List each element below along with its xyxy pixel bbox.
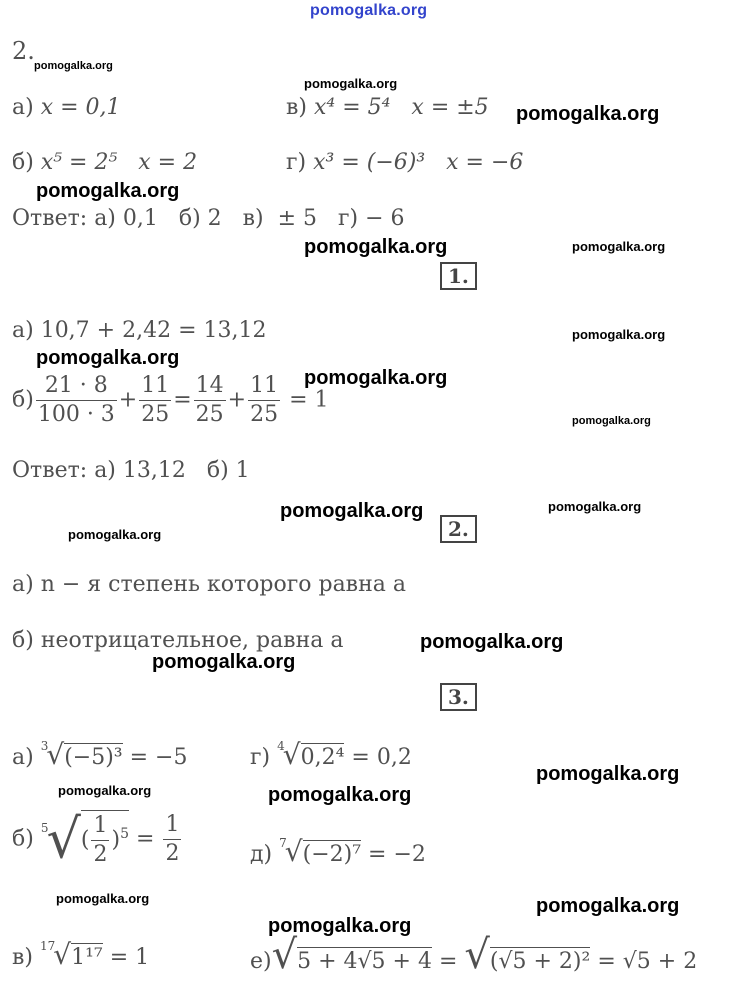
numerator: 14 [194, 372, 226, 401]
watermark: pomogalka.org [536, 895, 680, 917]
watermark: pomogalka.org [572, 239, 666, 254]
radicand: (−5)³ [64, 745, 123, 770]
radical-icon: √ [53, 938, 72, 971]
watermark: pomogalka.org [304, 367, 448, 389]
root-index: 5 [40, 820, 49, 835]
label: д) [250, 842, 273, 867]
eq-4b [12, 807, 183, 871]
watermark: pomogalka.org [548, 499, 642, 514]
eq-4a [12, 738, 188, 773]
denominator: 2 [93, 842, 108, 867]
text-3b: б) неотрицательное, равна a [12, 628, 344, 653]
text-3a: а) n − я степень которого равна a [12, 572, 406, 597]
numerator: 21 · 8 [36, 372, 117, 401]
result: = −2 [368, 842, 426, 867]
label: б) [12, 150, 34, 175]
box-label-1: 1. [440, 262, 477, 290]
radicand: (√5 + 2)² [489, 949, 591, 974]
box-label-2: 2. [440, 515, 477, 543]
watermark: pomogalka.org [34, 60, 113, 72]
watermark: pomogalka.org [304, 236, 448, 258]
denominator: 100 · 3 [37, 402, 115, 427]
box-label-3: 3. [440, 683, 477, 711]
eq-4d [250, 835, 426, 870]
fraction [139, 372, 171, 429]
fraction [163, 811, 181, 868]
radicand: 0,2⁴ [300, 745, 345, 770]
solution: x = −6 [446, 150, 524, 175]
watermark: pomogalka.org [304, 76, 398, 91]
result: = −5 [129, 745, 188, 770]
equals-sign: = [136, 826, 155, 852]
eq-1a [12, 95, 121, 121]
eq-1v [286, 95, 489, 121]
label: б) [12, 387, 34, 413]
watermark: pomogalka.org [420, 631, 564, 653]
solution: x = 2 [138, 150, 198, 175]
eq-4g [250, 738, 412, 773]
label: г) [250, 745, 271, 770]
fraction [194, 372, 226, 429]
label: е) [250, 949, 272, 974]
watermark: pomogalka.org [572, 415, 651, 427]
equals-sign: = [173, 387, 192, 413]
radical-icon: √ [464, 932, 490, 978]
watermark: pomogalka.org [36, 180, 180, 202]
result: = √5 + 2 [597, 949, 698, 974]
label: в) [12, 945, 33, 970]
radical-icon: √ [46, 807, 81, 871]
watermark: pomogalka.org [68, 527, 162, 542]
radical-icon: √ [271, 932, 298, 978]
numerator: 11 [139, 372, 171, 401]
plus-sign: + [227, 387, 247, 413]
radicand: (−2)⁷ [302, 842, 362, 867]
watermark: pomogalka.org [536, 763, 680, 785]
result: = 1 [289, 387, 329, 413]
numerator: 1 [163, 811, 181, 840]
eq-2b [12, 372, 329, 429]
label: а) [12, 745, 34, 770]
result: = 0,2 [351, 745, 412, 770]
numerator: 1 [91, 812, 109, 841]
equation: x⁵ = 2⁵ [40, 150, 118, 175]
equation: x = 0,1 [40, 95, 121, 120]
eq-4e [250, 932, 698, 978]
numerator: 11 [248, 372, 280, 401]
root-index: 7 [279, 836, 287, 850]
watermark: pomogalka.org [280, 500, 424, 522]
watermark: pomogalka.org [572, 327, 666, 342]
equation: x³ = (−6)³ [313, 150, 426, 175]
label: в) [286, 95, 307, 120]
watermark: pomogalka.org [268, 784, 412, 806]
label: а) [12, 95, 34, 120]
equation: x⁴ = 5⁴ [313, 95, 391, 120]
answer-2: Ответ: а) 13,12 б) 1 [12, 458, 250, 483]
denominator: 25 [195, 402, 224, 427]
label: б) [12, 826, 34, 852]
radical-icon: √ [46, 738, 65, 771]
exponent: 5 [120, 826, 129, 843]
watermark: pomogalka.org [36, 347, 180, 369]
equals-sign: = [438, 949, 458, 974]
radical-icon: √ [282, 738, 301, 771]
root-index: 17 [39, 939, 56, 953]
watermark: pomogalka.org [516, 103, 660, 125]
solution: x = ±5 [411, 95, 489, 120]
eq-2a: а) 10,7 + 2,42 = 13,12 [12, 318, 267, 343]
eq-1g [286, 150, 523, 176]
label: г) [286, 150, 307, 175]
watermark: pomogalka.org [58, 783, 152, 798]
result: = 1 [109, 945, 150, 970]
task-number: 2. [12, 37, 35, 65]
radicand: 1¹⁷ [71, 945, 103, 970]
radicand: ( $\frac{1}{2}$ )$^5$ [81, 810, 129, 869]
root-index: 3 [40, 739, 49, 753]
denominator: 25 [250, 402, 279, 427]
fraction [91, 812, 109, 869]
site-link[interactable]: pomogalka.org [310, 2, 428, 19]
answer-1: Ответ: а) 0,1 б) 2 в) ± 5 г) − 6 [12, 206, 405, 231]
eq-1b [12, 150, 197, 176]
watermark: pomogalka.org [56, 891, 150, 906]
watermark: pomogalka.org [268, 915, 412, 937]
plus-sign: + [118, 387, 138, 413]
eq-4v [12, 938, 150, 973]
fraction [248, 372, 280, 429]
root-index: 4 [277, 739, 285, 753]
radical-icon: √ [284, 835, 303, 868]
fraction [36, 372, 117, 429]
denominator: 25 [141, 402, 170, 427]
radicand: 5 + 4√5 + 4 [297, 949, 432, 974]
watermark: pomogalka.org [152, 651, 296, 673]
denominator: 2 [165, 841, 180, 866]
